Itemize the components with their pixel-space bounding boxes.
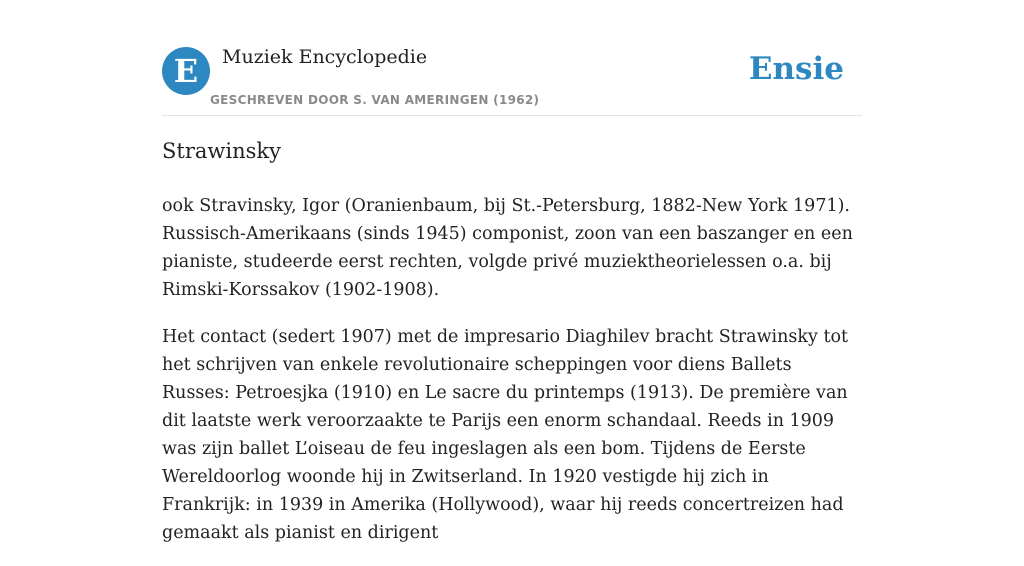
page: [162, 0, 862, 543]
article-paragraph: Het contact (sedert 1907) met de impresario Diaghilev bracht Strawinsky tot het schrijven van enkele revolutionaire scheppingen voor diens Ballets Russes: Petroesjka (1910) en Le sacre du printemps (1913). De première van dit laatste werk veroorzaakte te Parijs een enorm schandaal. Reeds in 1909 was zijn ballet L’oiseau de feu ingeslagen als een bom. Tijdens de Eerste Wereldoorlog woonde hij in Zwitserland. In 1920 vestigde hij zich in Frankrijk: in 1939 in Amerika (Hollywood), waar hij reeds concertreizen had gemaakt als pianist en dirigent: [162, 327, 849, 543]
article-paragraph: ook Stravinsky, Igor (Oranienbaum, bij St.-Petersburg, 1882-New York 1971). Russisch-Amerikaans (sinds 1945) componist, zoon van een baszanger en een pianiste, studeerde eerst rechten, volgde privé muziektheorielessen o.a. bij Rimski-Korssakov (1902-1908).: [162, 196, 853, 300]
site-header: [162, 0, 862, 116]
ensie-logo-icon[interactable]: E: [162, 47, 210, 95]
article-body: [162, 192, 862, 566]
author-line: GESCHREVEN DOOR S. VAN AMERINGEN (1962): [210, 93, 540, 107]
article-title: Strawinsky: [162, 139, 281, 163]
encyclopedia-title[interactable]: Muziek Encyclopedie: [222, 46, 428, 68]
brand-logo[interactable]: Ensie: [748, 51, 844, 87]
